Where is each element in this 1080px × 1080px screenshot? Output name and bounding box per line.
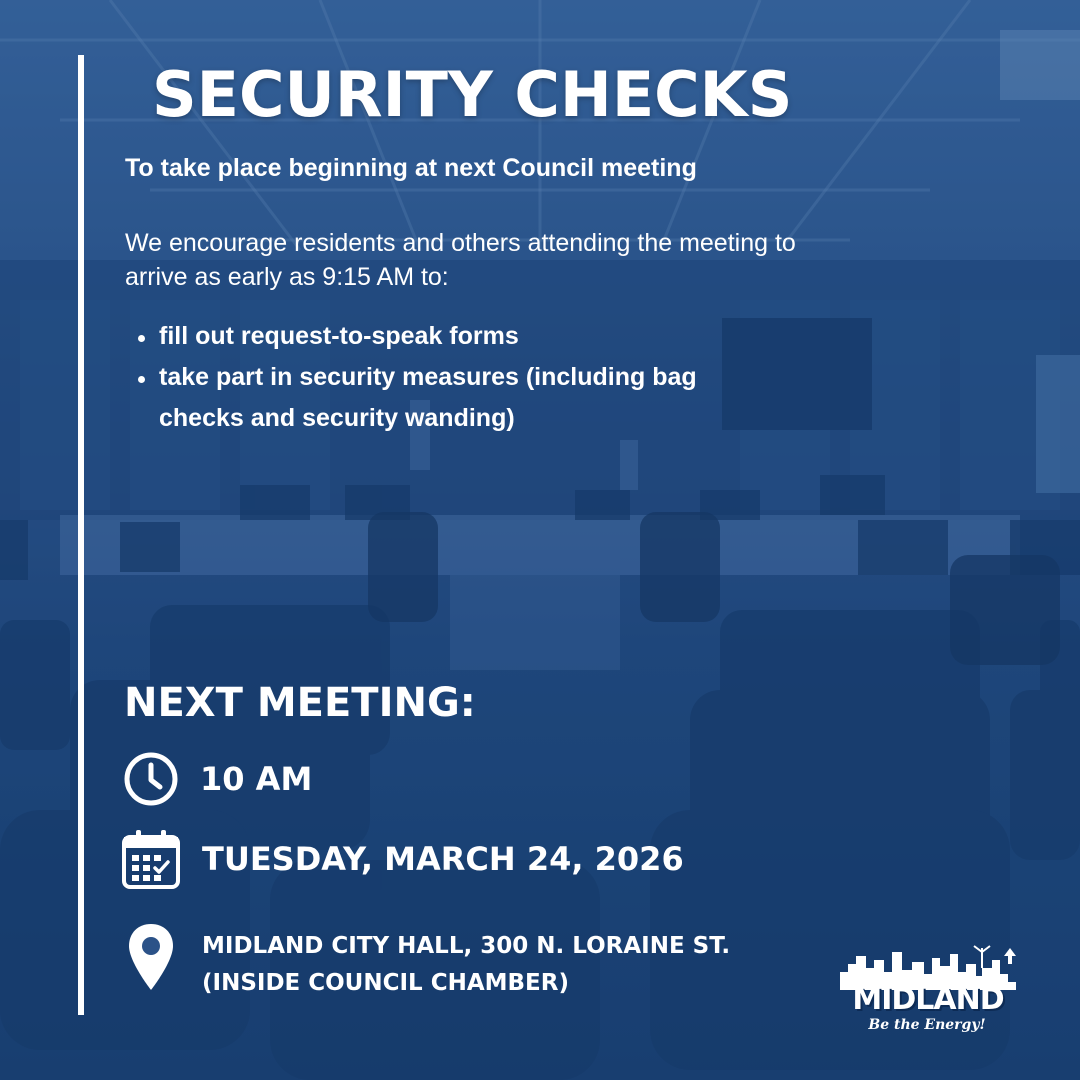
bullet-dot: [138, 376, 145, 383]
bullet-text: fill out request-to-speak forms: [159, 322, 519, 350]
meeting-location: [202, 928, 730, 1002]
subtitle: To take place beginning at next Council meeting: [125, 154, 697, 182]
calendar-icon: [120, 828, 182, 890]
logo-wordmark: MIDLAND: [852, 982, 1004, 1017]
logo-tagline: Be the Energy!: [868, 1017, 986, 1033]
next-meeting-heading: NEXT MEETING:: [124, 680, 476, 726]
midland-logo: [832, 942, 1022, 1042]
meeting-time: 10 AM: [200, 760, 313, 798]
list-item: [138, 357, 778, 439]
bullet-dot: [138, 335, 145, 342]
clock-icon: [120, 750, 182, 808]
location-line-2: (INSIDE COUNCIL CHAMBER): [202, 970, 569, 996]
meeting-time-row: [120, 750, 312, 808]
headline: SECURITY CHECKS: [152, 58, 793, 131]
meeting-location-row: [120, 922, 730, 1002]
meeting-date-row: [120, 828, 684, 890]
accent-vertical-line: [78, 55, 84, 1015]
bullet-list: [138, 316, 778, 439]
location-line-1: MIDLAND CITY HALL, 300 N. LORAINE ST.: [202, 933, 731, 959]
bullet-text: take part in security measures (including bag checks and security wanding): [159, 363, 697, 432]
location-pin-icon: [120, 922, 182, 994]
meeting-date: TUESDAY, MARCH 24, 2026: [202, 840, 684, 878]
intro-paragraph: We encourage residents and others attending the meeting to arrive as early as 9:15 AM to:: [125, 229, 796, 291]
list-item: [138, 316, 778, 357]
